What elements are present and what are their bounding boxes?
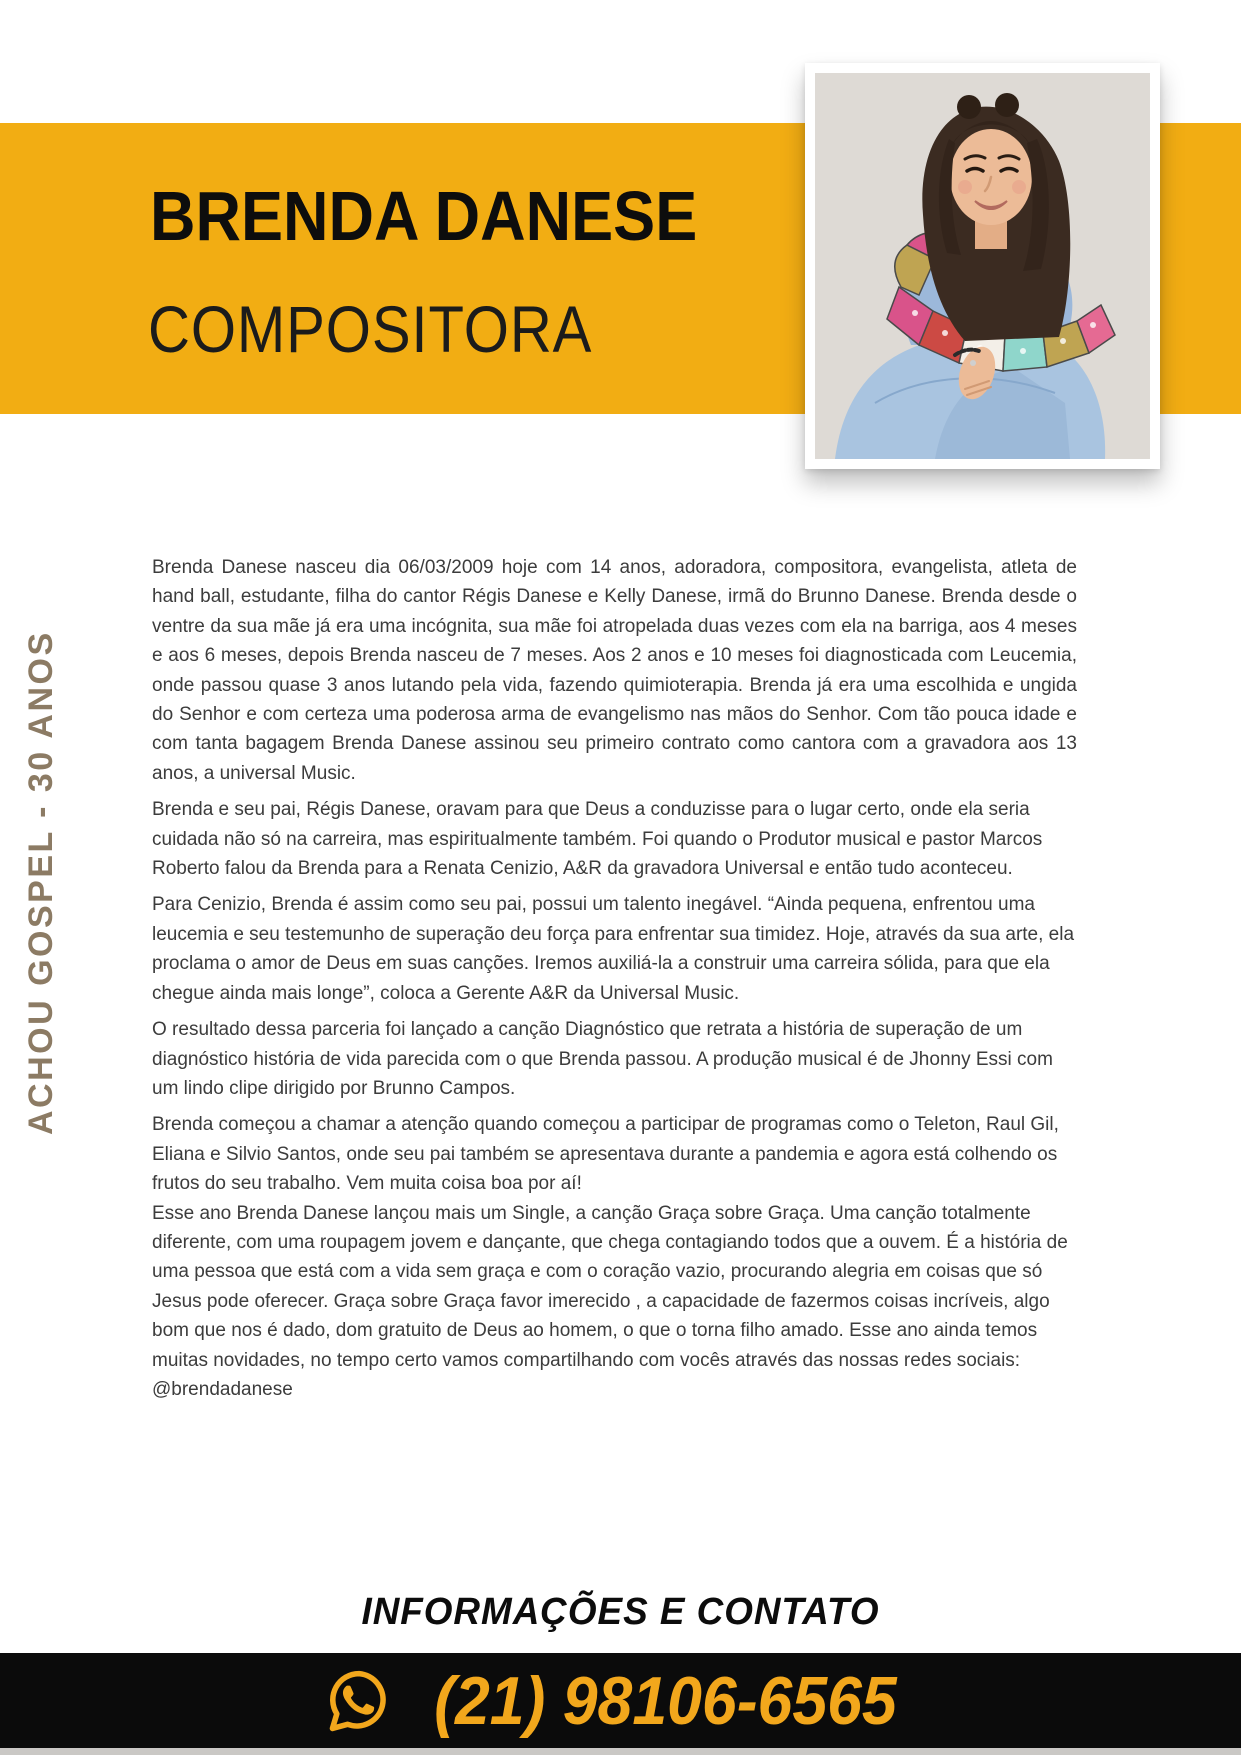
contact-heading: INFORMAÇÕES E CONTATO xyxy=(361,1591,880,1633)
biography-article xyxy=(152,553,1077,1411)
page-subtitle: COMPOSITORA xyxy=(148,292,593,366)
bio-paragraph: Brenda começou a chamar a atenção quando começou a participar de programas como o Teleton, Raul Gil, Eliana e Silvio Santos, onde seu pai também se apresentava durante a pandemia e agora está colhendo os frutos do seu trabalho. Vem muita coisa boa por aí! xyxy=(152,1114,1059,1195)
phone-number: (21) 98106-6565 xyxy=(434,1662,897,1739)
bio-paragraph: Para Cenizio, Brenda é assim como seu pai, possui um talento inegável. “Ainda pequena, enfrentou uma leucemia e seu testemunho de superação deu força para enfrentar sua timidez. Hoje, através da sua arte, ela proclama o amor de Deus em suas canções. Iremos auxiliá-la a construir uma carreira sólida, para que ela chegue ainda mais longe”, coloca a Gerente A&R da Universal Music. xyxy=(152,894,1075,1004)
artist-photo xyxy=(805,63,1160,469)
bio-paragraph: Esse ano Brenda Danese lançou mais um Single, a canção Graça sobre Graça. Uma canção totalmente diferente, com uma roupagem jovem e dançante, que chega contagiando todos que a ouvem. É a história de uma pessoa que está com a vida sem graça e com o coração vazio, procurando alegria em coisas que só Jesus pode oferecer. Graça sobre Graça favor imerecido , a capacidade de fazermos coisas incríveis, algo bom que nos é dado, dom gratuito de Deus ao homem, o que o torna filho amado. Esse ano ainda temos muitas novidades, no tempo certo vamos compartilhando com vocês através das nossas redes sociais: @brendadanese xyxy=(152,1202,1068,1400)
whatsapp-icon xyxy=(324,1666,394,1736)
page-title: BRENDA DANESE xyxy=(150,177,698,255)
bio-paragraph: Brenda e seu pai, Régis Danese, oravam para que Deus a conduzisse para o lugar certo, onde ela seria cuidada não só na carreira, mas espiritualmente também. Foi quando o Produtor musical e pastor Marcos Roberto falou da Brenda para a Renata Cenizio, A&R da gravadora Universal e então tudo aconteceu. xyxy=(152,799,1043,880)
artist-photo-illustration xyxy=(815,73,1150,459)
bio-paragraph: O resultado dessa parceria foi lançado a canção Diagnóstico que retrata a história de superação de um diagnóstico história de vida parecida com o que Brenda passou. A produção musical é de Jhonny Essi com um lindo clipe dirigido por Brunno Campos. xyxy=(152,1019,1053,1099)
footer-bar xyxy=(0,1653,1241,1748)
bio-paragraph: Brenda Danese nasceu dia 06/03/2009 hoje com 14 anos, adoradora, compositora, evangelista, atleta de hand ball, estudante, filha do cantor Régis Danese e Kelly Danese, irmã do Brunno Danese. Brenda desde o ventre da sua mãe já era uma incógnita, sua mãe foi atropelada duas vezes com ela na barriga, aos 4 meses e aos 6 meses, depois Brenda nasceu de 7 meses. Aos 2 anos e 10 meses foi diagnosticada com Leucemia, onde passou quase 3 anos lutando pela vida, fazendo quimioterapia. Brenda já era uma escolhida e ungida do Senhor e com certeza uma poderosa arma de evangelismo nas mãos do Senhor. Com tão pouca idade e com tanta bagagem Brenda Danese assinou seu primeiro contrato como cantora com a gravadora aos 13 anos, a universal Music. xyxy=(152,557,1077,784)
page-bottom-edge xyxy=(0,1748,1241,1755)
vertical-brand-label: ACHOU GOSPEL - 30 ANOS xyxy=(22,630,60,1135)
